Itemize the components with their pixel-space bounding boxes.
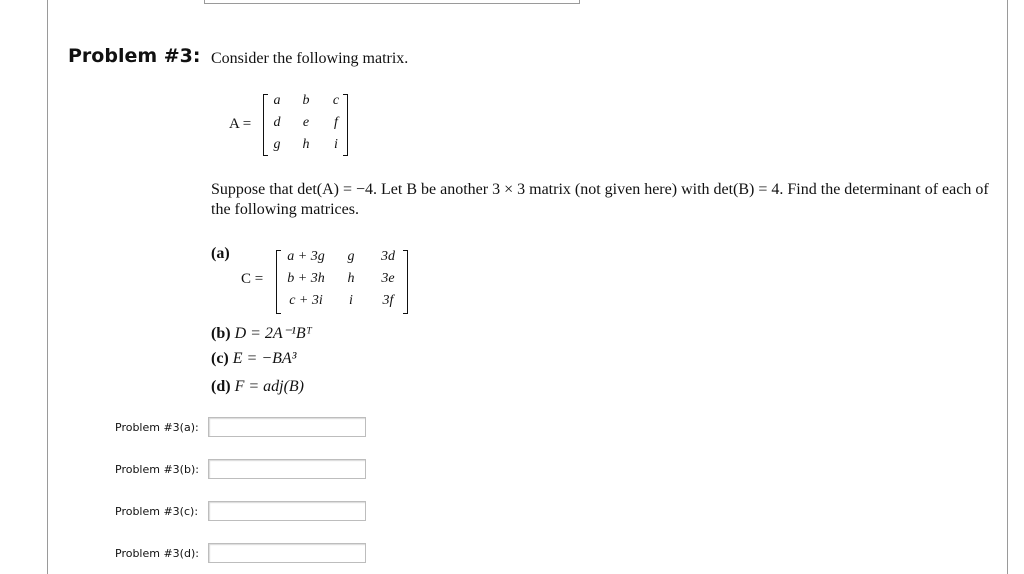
part-b-label: (b) xyxy=(211,325,231,342)
matrix-a-cell: b xyxy=(302,93,310,108)
matrix-c-cell: a + 3g xyxy=(287,249,325,264)
answer-input-b[interactable] xyxy=(208,459,366,479)
part-b xyxy=(211,323,312,343)
matrix-c-cell: 3e xyxy=(381,271,395,286)
matrix-a-cell: d xyxy=(273,115,281,130)
answer-label-d: Problem #3(d): xyxy=(115,547,199,560)
matrix-a-cell: c xyxy=(332,93,340,108)
matrix-c-cell: 3d xyxy=(381,249,395,264)
answer-input-a[interactable] xyxy=(208,417,366,437)
matrix-a-cell: g xyxy=(273,137,281,152)
problem-intro: Consider the following matrix. xyxy=(211,50,409,67)
part-b-expression: D = 2A⁻¹Bᵀ xyxy=(234,325,312,342)
previous-table-fragment xyxy=(204,0,580,4)
matrix-a-label: A = xyxy=(229,116,252,132)
part-d-expression: F = adj(B) xyxy=(234,378,305,395)
matrix-a-cell: i xyxy=(334,137,338,152)
matrix-a-cell: f xyxy=(334,115,338,130)
part-c-label: (c) xyxy=(211,350,229,367)
matrix-a-cell: e xyxy=(302,115,310,130)
part-d xyxy=(211,378,304,396)
matrix-a-cell: h xyxy=(302,137,310,152)
page-frame-left xyxy=(47,0,48,574)
answer-label-b: Problem #3(b): xyxy=(115,463,199,476)
matrix-c-label: C = xyxy=(241,271,264,287)
problem-heading: Problem #3: xyxy=(68,45,201,67)
answer-input-c[interactable] xyxy=(208,501,366,521)
problem-statement: Suppose that det(A) = −4. Let B be another 3 × 3 matrix (not given here) with det(B) = 4. Find the determinant of each of the following matrices. xyxy=(211,181,989,218)
part-c-expression: E = −BA³ xyxy=(232,350,297,367)
matrix-c-cell: 3f xyxy=(382,293,394,308)
matrix-c-cell: c + 3i xyxy=(289,293,323,308)
page-frame-right xyxy=(1007,0,1008,574)
matrix-c-cell: g xyxy=(347,249,355,264)
answer-input-d[interactable] xyxy=(208,543,366,563)
part-a-label: (a) xyxy=(211,245,230,262)
part-d-label: (d) xyxy=(211,378,231,395)
matrix-c-cell: h xyxy=(347,271,355,286)
matrix-c-cell: i xyxy=(349,293,353,308)
answer-label-a: Problem #3(a): xyxy=(115,421,199,434)
matrix-a-cell: a xyxy=(273,93,281,108)
answer-label-c: Problem #3(c): xyxy=(115,505,199,518)
matrix-c-cell: b + 3h xyxy=(287,271,325,286)
right-bracket xyxy=(403,250,408,314)
part-c xyxy=(211,350,296,368)
